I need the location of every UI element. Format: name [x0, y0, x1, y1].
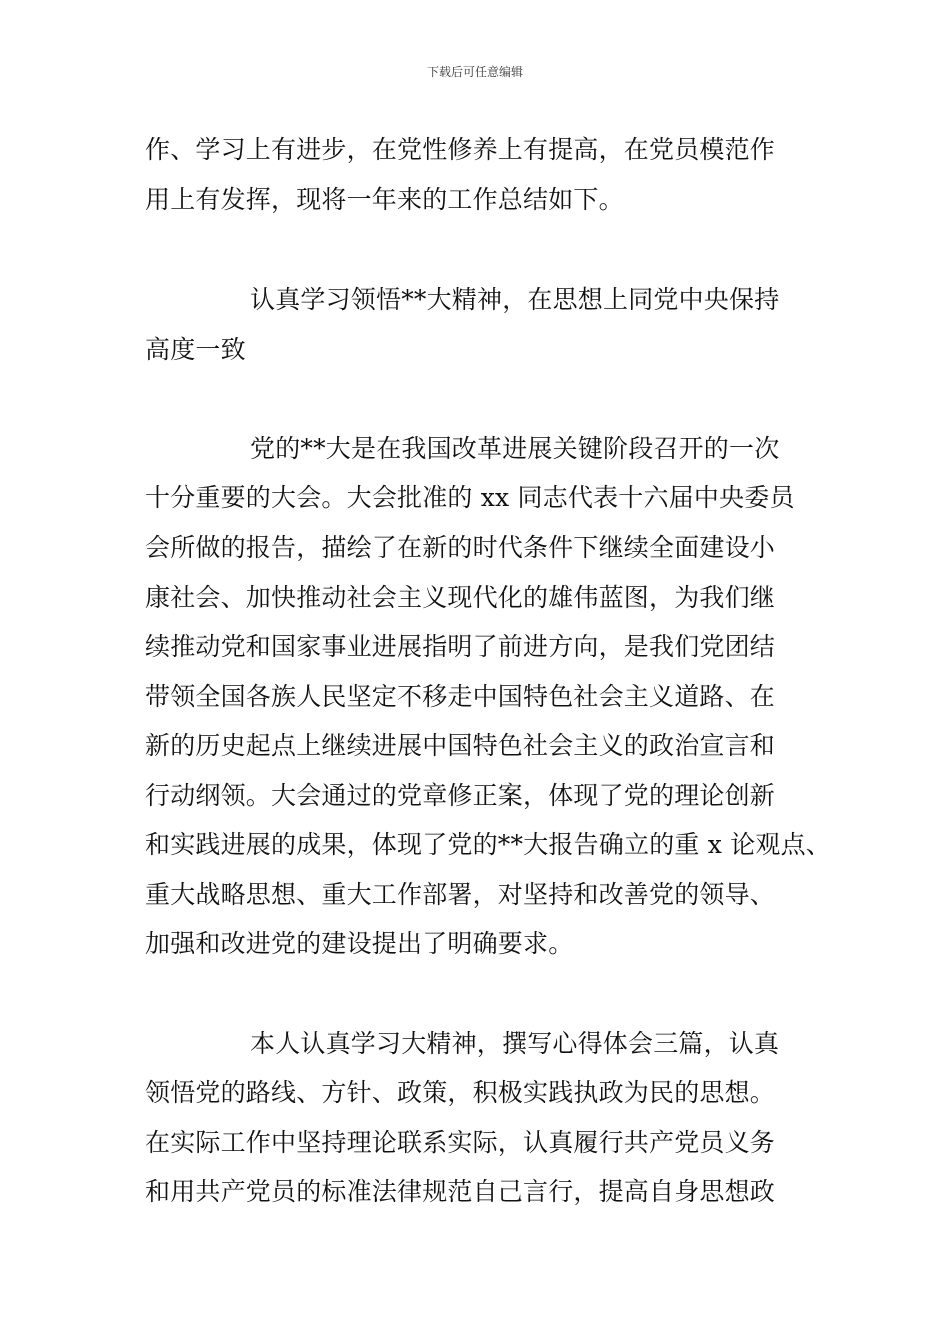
- text-line: 十分重要的大会。大会批准的 xx 同志代表十六届中央委员: [145, 483, 795, 512]
- text-line: 带领全国各族人民坚定不移走中国特色社会主义道路、在: [145, 682, 776, 711]
- text-line: 会所做的报告，描绘了在新的时代条件下继续全面建设小: [145, 533, 776, 562]
- text-line: 行动纲领。大会通过的党章修正案，体现了党的理论创新: [145, 781, 776, 810]
- text-line: 加强和改进党的建设提出了明确要求。: [145, 929, 574, 958]
- section-heading-line: 认真学习领悟**大精神，在思想上同党中央保持: [250, 285, 780, 314]
- text-line: 在实际工作中坚持理论联系实际，认真履行共产党员义务: [145, 1128, 776, 1157]
- text-line: 用上有发挥，现将一年来的工作总结如下。: [145, 185, 624, 214]
- text-line: 和实践进展的成果，体现了党的**大报告确立的重 x 论观点、: [145, 830, 831, 859]
- text-line: 和用共产党员的标准法律规范自己言行，提高自身思想政: [145, 1177, 776, 1206]
- text-line: 新的历史起点上继续进展中国特色社会主义的政治宣言和: [145, 731, 776, 760]
- page-header-note: 下载后可任意编辑: [426, 65, 523, 79]
- text-line: 党的**大是在我国改革进展关键阶段召开的一次: [250, 434, 780, 463]
- text-line: 重大战略思想、重大工作部署，对坚持和改善党的领导、: [145, 880, 776, 909]
- text-line: 本人认真学习大精神，撰写心得体会三篇，认真: [250, 1029, 780, 1058]
- text-line: 作、学习上有进步，在党性修养上有提高，在党员模范作: [145, 135, 776, 164]
- text-line: 康社会、加快推动社会主义现代化的雄伟蓝图，为我们继: [145, 583, 776, 612]
- text-line: 领悟党的路线、方针、政策，积极实践执政为民的思想。: [145, 1078, 776, 1107]
- section-heading-line: 高度一致: [145, 335, 246, 364]
- text-line: 续推动党和国家事业进展指明了前进方向，是我们党团结: [145, 632, 776, 661]
